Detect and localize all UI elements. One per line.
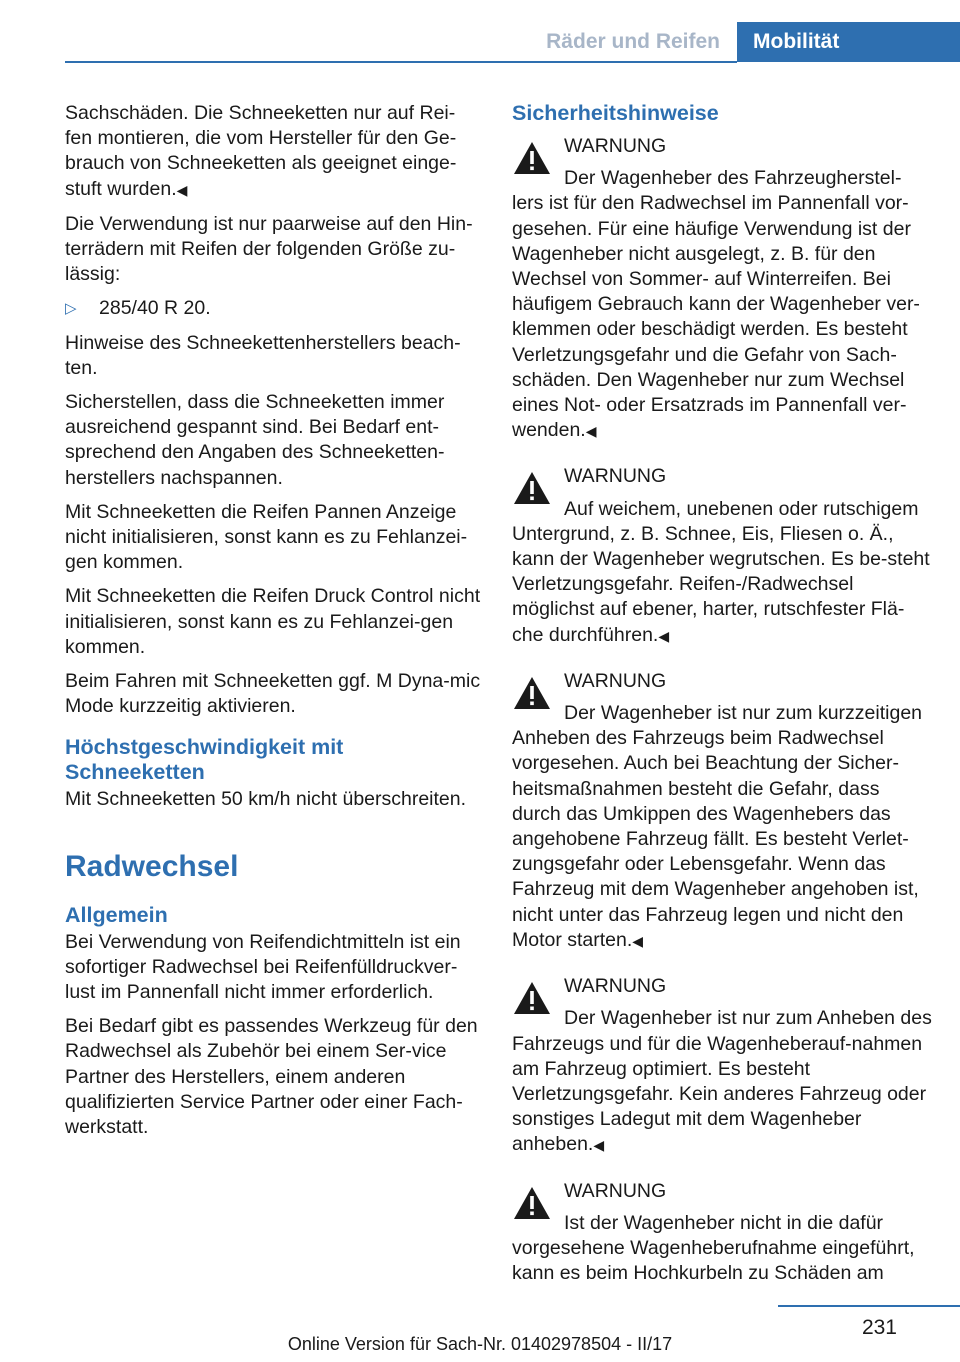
footer-rule [778, 1305, 960, 1307]
end-mark: ◀ [632, 932, 644, 949]
header-rule [65, 61, 737, 63]
bullet-arrow-icon: ▷ [65, 300, 77, 318]
warning-title: WARNUNG [564, 1179, 667, 1202]
footer-online-version: Online Version für Sach-Nr. 01402978504 - II/17 [287, 1334, 673, 1354]
warning-title: WARNUNG [564, 135, 667, 157]
end-mark: ◀ [176, 181, 188, 198]
warning-text-body: Auf weichem, unebenen oder rutschigem Untergrund, z. B. Schnee, Eis, Fliesen o. Ä., kann der Wagenheber wegrutschen. Es be‐steht Verletzungsgefahr. Reifen-/Radwechsel möglichst auf ebener, harter, rutschfester Flä‐che durchführen. [512, 497, 930, 646]
warning-text [512, 497, 932, 649]
warning-text [512, 1006, 932, 1158]
warning-text-body: Der Wagenheber des Fahrzeugherstel‐lers ist für den Radwechsel im Pannenfall vor‐gesehen. Für eine häufige Verwendung ist der Wagenheber nicht ausgelegt, z. B. für den Wechsel von Sommer- auf Winterreifen. Bei häufigem Gebrauch kann der Wagenheber ver‐klemmen oder beschädigt werden. Es besteht Verletzungsgefahr und die Gefahr von Sach‐schäden. Den Wagenheber nur zum Wechsel eines Not- oder Ersatzrads im Pannenfall ver‐wenden. [512, 167, 920, 442]
warning-text: Ist der Wagenheber nicht in die dafür vorgesehene Wagenheberufnahme eingeführt, kann es beim Hochkurbeln zu Schäden am [512, 1211, 915, 1285]
warning-block [512, 1179, 932, 1287]
warning-text-body: Der Wagenheber ist nur zum kurzzeitigen Anheben des Fahrzeugs beim Radwechsel vorgesehen. Auch bei Beachtung der Sicher‐heitsmaßnahmen besteht die Gefahr, dass durch das Umkippen des Wagenhebers das angehobene Fahrzeug fällt. Es besteht Verlet‐zungsgefahr oder Lebensgefahr. Wenn das Fahrzeug mit dem Wagenheber angehoben ist, nicht unter das Fahrzeug legen und nicht den Motor starten. [512, 702, 923, 951]
end-mark: ◀ [585, 423, 597, 440]
paragraph: Mit Schneeketten 50 km/h nicht überschreiten. [65, 788, 467, 811]
paragraph: Mit Schneeketten die Reifen Druck Control nicht initialisieren, sonst kann es zu Fehlanzei‐gen kommen. [65, 585, 481, 658]
paragraph: Mit Schneeketten die Reifen Pannen Anzeige nicht initialisieren, sonst kann es zu Fehlanzei‐gen kommen. [65, 500, 468, 574]
warning-triangle-icon [512, 1185, 552, 1221]
paragraph-text: Sachschäden. Die Schneeketten nur auf Rei‐fen montieren, die vom Hersteller für den Ge‐brauch von Schneeketten als geeignet einge‐stuft wurden. [65, 102, 457, 200]
paragraph: Sicherstellen, dass die Schneeketten immer ausreichend gespannt sind. Bei Bedarf ent‐sprechend den Angaben des Schneeketten‐herstellers nachspannen. [65, 391, 445, 489]
warning-block [512, 669, 932, 954]
warning-block [512, 464, 932, 648]
warning-title: WARNUNG [564, 465, 667, 488]
warning-block [512, 134, 932, 444]
list-item [65, 296, 481, 321]
page-number: 231 [861, 1316, 897, 1339]
list-item-text: 285/40 R 20. [99, 297, 211, 320]
warning-triangle-icon [512, 140, 552, 176]
warning-triangle-icon [512, 980, 552, 1016]
end-mark: ◀ [658, 627, 670, 644]
paragraph [65, 101, 481, 203]
section-heading-radwechsel: Radwechsel [65, 849, 239, 883]
paragraph: Die Verwendung ist nur paarweise auf den Hin‐terrädern mit Reifen der folgenden Größe zu‐lässig: [65, 212, 473, 286]
right-column [512, 101, 932, 1306]
warning-triangle-icon [512, 470, 552, 506]
warning-block [512, 974, 932, 1158]
subheading-allgemein: Allgemein [65, 902, 168, 927]
warning-text-body: Der Wagenheber ist nur zum Anheben des Fahrzeugs und für die Wagenheberauf‐nahmen am Fahrzeug optimiert. Es besteht Verletzungsgefahr. Kein anderes Fahrzeug oder sonstiges Ladegut mit dem Wagenheber anheben. [512, 1007, 932, 1156]
left-column [65, 101, 481, 1149]
subheading-speed: Höchstgeschwindigkeit mit Schneeketten [65, 735, 344, 785]
header-chapter: Räder und Reifen [546, 30, 720, 53]
warning-triangle-icon [512, 675, 552, 711]
page-header [0, 22, 960, 62]
header-section-tab: Mobilität [737, 22, 960, 62]
paragraph: Bei Bedarf gibt es passendes Werkzeug für den Radwechsel als Zubehör bei einem Ser‐vice Partner des Herstellers, einem anderen qualifizierten Service Partner oder einer Fach‐werkstatt. [65, 1015, 478, 1139]
warning-text [512, 701, 932, 954]
paragraph: Beim Fahren mit Schneeketten ggf. M Dyna‐mic Mode kurzzeitig aktivieren. [65, 670, 481, 718]
warning-title: WARNUNG [564, 669, 667, 692]
warning-text [512, 166, 932, 444]
subheading-safety: Sicherheitshinweise [512, 101, 719, 125]
paragraph: Hinweise des Schneekettenherstellers beach‐ten. [65, 331, 461, 379]
paragraph: Bei Verwendung von Reifendichtmitteln ist ein sofortiger Radwechsel bei Reifenfülldruckver‐lust im Pannenfall nicht immer erforderlich. [65, 930, 461, 1004]
end-mark: ◀ [593, 1137, 605, 1154]
warning-title: WARNUNG [564, 975, 667, 998]
